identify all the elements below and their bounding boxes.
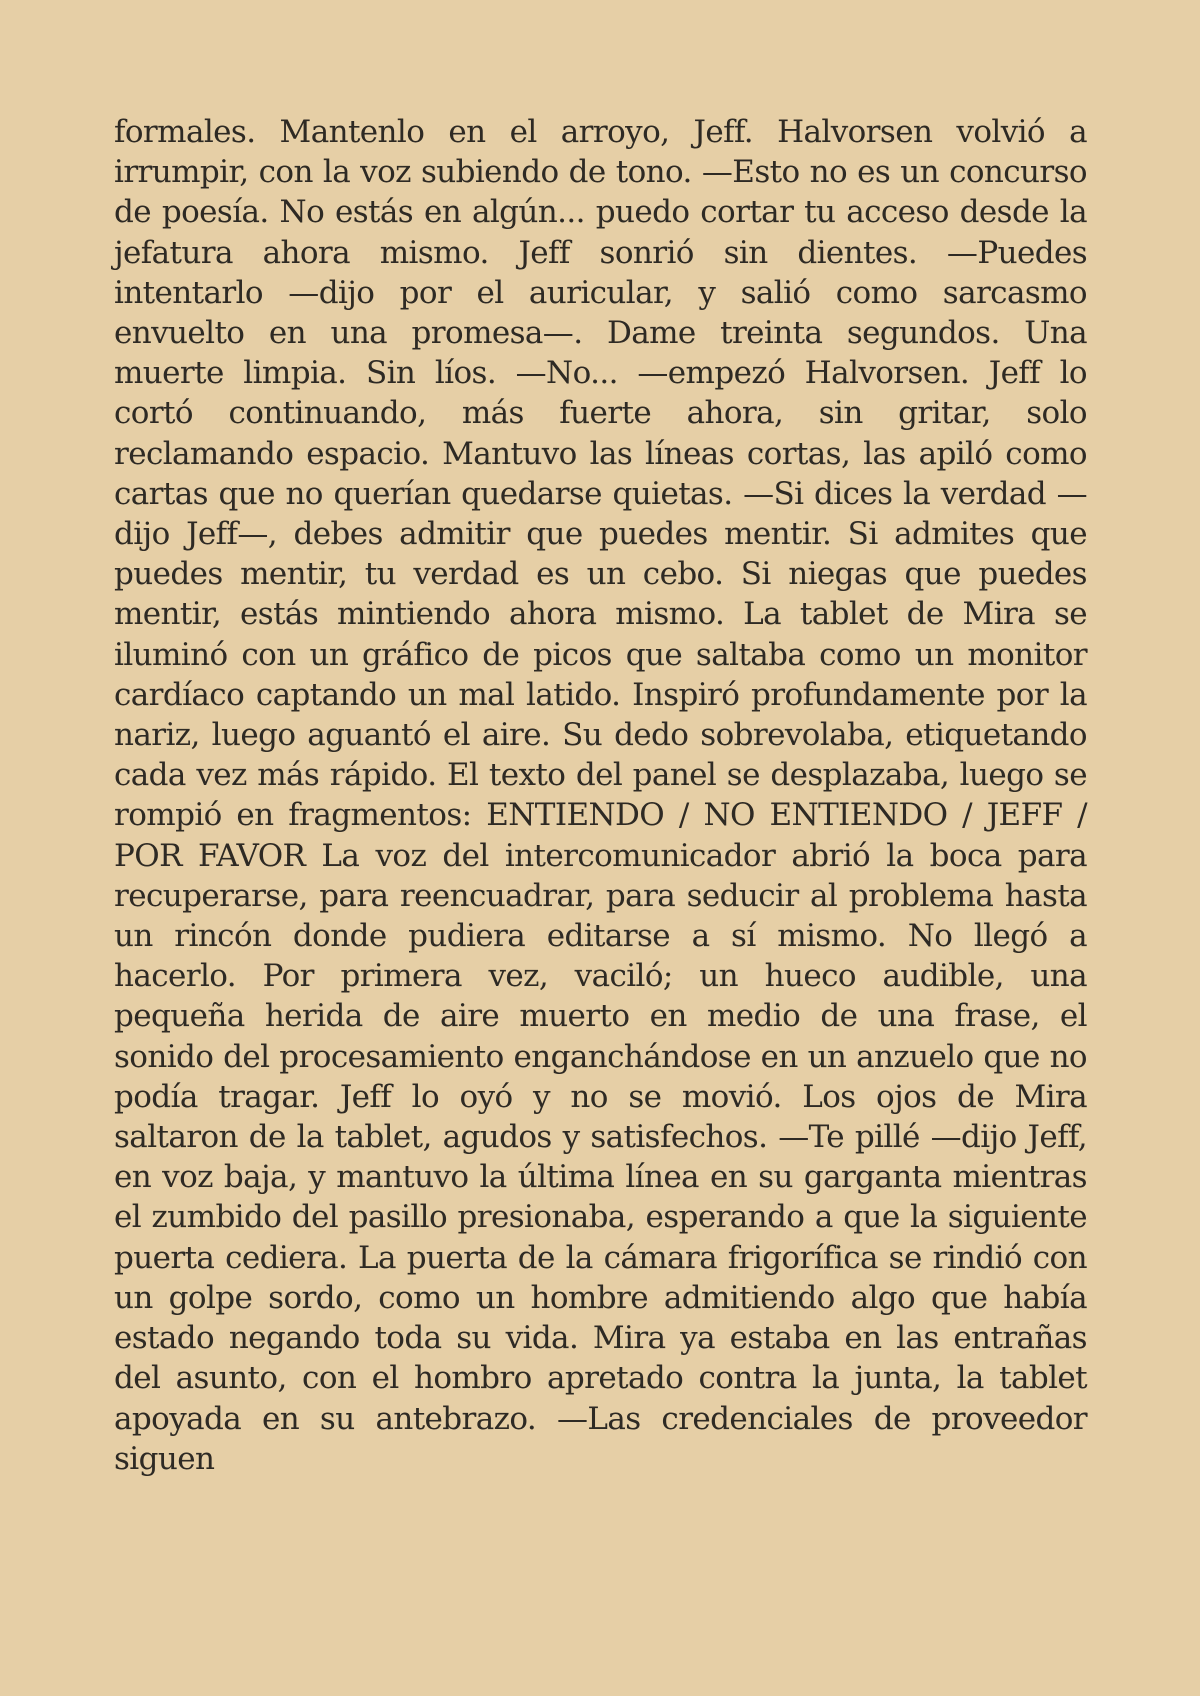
- body-paragraph: formales. Mantenlo en el arroyo, Jeff. Halvorsen volvió a irrumpir, con la voz subiendo de tono. —Esto no es un concurso de poesía. No estás en algún... puedo cortar tu acceso desde la jefatura ahora mismo. Jeff sonrió sin dientes. —Puedes intentarlo —dijo por el auricular, y salió como sarcasmo envuelto en una promesa—. Dame treinta segundos. Una muerte limpia. Sin líos. —No... —empezó Halvorsen. Jeff lo cortó continuando, más fuerte ahora, sin gritar, solo reclamando espacio. Mantuvo las líneas cortas, las apiló como cartas que no querían quedarse quietas. —Si dices la verdad —dijo Jeff—, debes admitir que puedes mentir. Si admites que puedes mentir, tu verdad es un cebo. Si niegas que puedes mentir, estás mintiendo ahora mismo. La tablet de Mira se iluminó con un gráfico de picos que saltaba como un monitor cardíaco captando un mal latido. Inspiró profundamente por la nariz, luego aguantó el aire. Su dedo sobrevolaba, etiquetando cada vez más rápido. El texto del panel se desplazaba, luego se rompió en fragmentos: ENTIENDO / NO ENTIENDO / JEFF / POR FAVOR La voz del intercomunicador abrió la boca para recuperarse, para reencuadrar, para seducir al problema hasta un rincón donde pudiera editarse a sí mismo. No llegó a hacerlo. Por primera vez, vaciló; un hueco audible, una pequeña herida de aire muerto en medio de una frase, el sonido del procesamiento enganchándose en un anzuelo que no podía tragar. Jeff lo oyó y no se movió. Los ojos de Mira saltaron de la tablet, agudos y satisfechos. —Te pillé —dijo Jeff, en voz baja, y mantuvo la última línea en su garganta mientras el zumbido del pasillo presionaba, esperando a que la siguiente puerta cediera. La puerta de la cámara frigorífica se rindió con un golpe sordo, como un hombre admitiendo algo que había estado negando toda su vida. Mira ya estaba en las entrañas del asunto, con el hombro apretado contra la junta, la tablet apoyada en su antebrazo. —Las credenciales de proveedor siguen: [114, 114, 1087, 1477]
